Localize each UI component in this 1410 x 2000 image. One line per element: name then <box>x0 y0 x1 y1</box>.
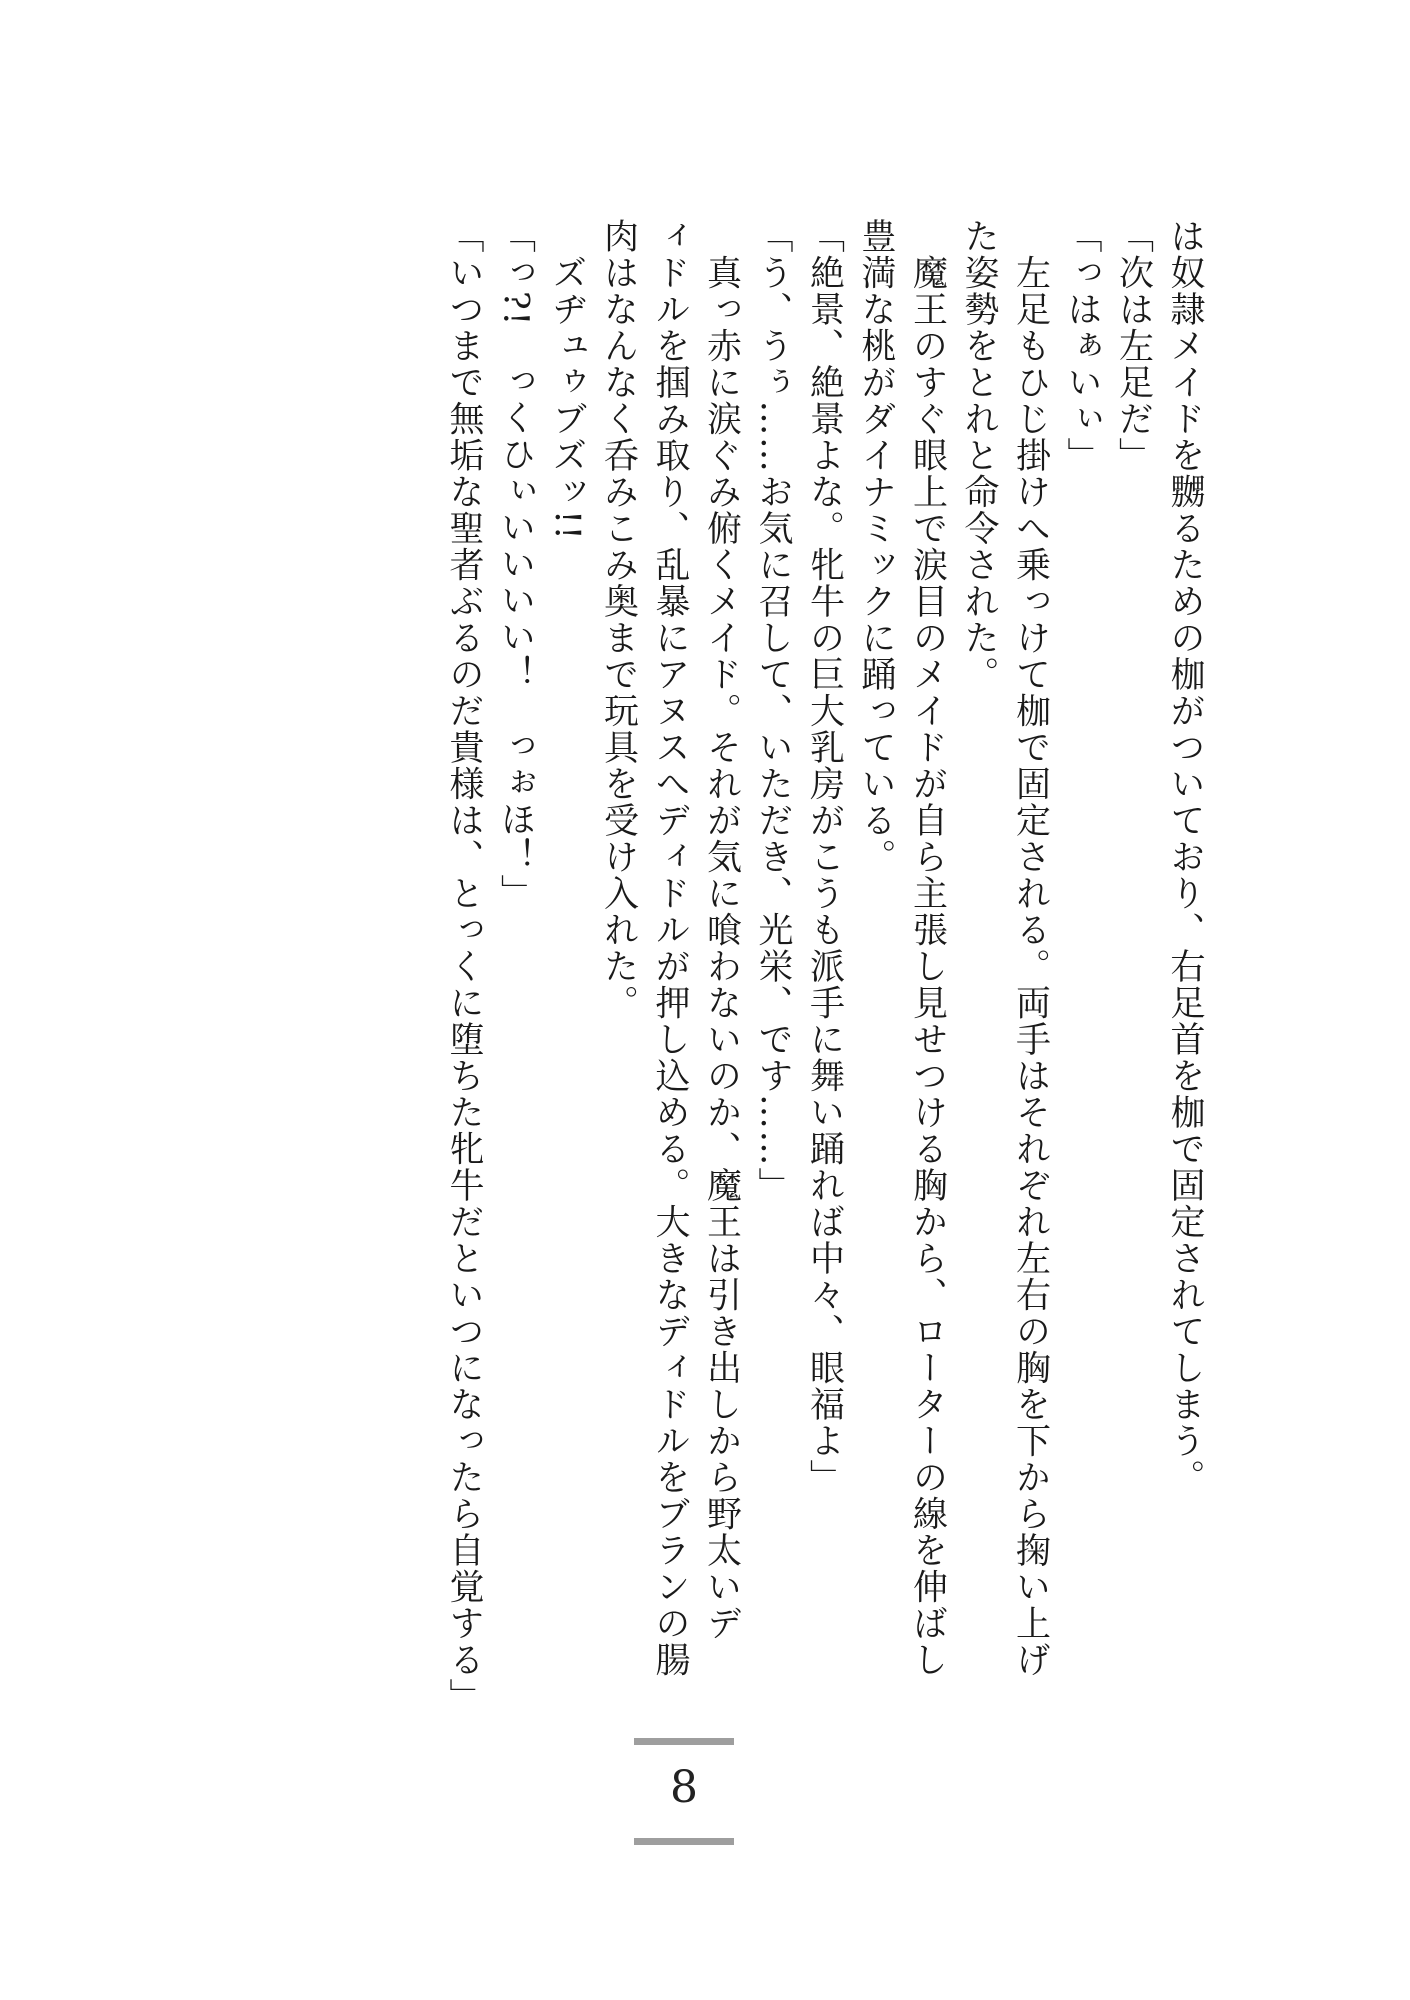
text-line: は奴隷メイドを嬲るための枷がついており、右足首を枷で固定されてしまう。 <box>1165 218 1205 1496</box>
text-line: 「次は左足だ」 <box>1113 218 1154 474</box>
page-number-top-rule <box>634 1738 734 1745</box>
text-line: 「絶景、絶景よな。牝牛の巨大乳房がこうも派手に舞い踊れば中々、眼福よ」 <box>804 218 845 1496</box>
page-number: 8 <box>670 1762 698 1813</box>
text-line: ィドルを掴み取り、乱暴にアヌスへディドルが押し込める。大きなディドルをブランの腸 <box>650 218 690 1678</box>
text-line: た姿勢をとれと命令された。 <box>959 218 999 693</box>
text-line: 豊満な桃がダイナミックに踊っている。 <box>856 218 896 875</box>
page-number-bottom-rule <box>634 1838 734 1845</box>
page-number-area <box>634 1738 734 1848</box>
text-line: 肉はなんなく呑みこみ奥まで玩具を受け入れた。 <box>598 218 639 1021</box>
body-text <box>200 218 1210 1718</box>
text-line: 「っはぁいぃ」 <box>1062 218 1102 474</box>
text-line: 「いつまで無垢な聖者ぶるのだ貴様は、とっくに堕ちた牝牛だといつになったら自覚する」 <box>444 218 484 1715</box>
text-line: ズヂュゥブズッ!! <box>547 218 587 542</box>
text-line: 「う、うぅ……お気に召して、いただき、光栄、です……」 <box>753 218 793 1204</box>
text-line: 左足もひじ掛けへ乗っけて枷で固定される。両手はそれぞれ左右の胸を下から掬い上げ <box>1010 218 1051 1678</box>
text-line: 魔王のすぐ眼上で涙目のメイドが自ら主張し見せつける胸から、ローターの線を伸ばし <box>907 218 948 1678</box>
text-line: 真っ赤に涙ぐみ俯くメイド。それが気に喰わないのか、魔王は引き出しから野太いデ <box>701 218 742 1642</box>
text-line: 「っ?! っくひぃいいいい！ っぉほ！」 <box>495 218 536 911</box>
